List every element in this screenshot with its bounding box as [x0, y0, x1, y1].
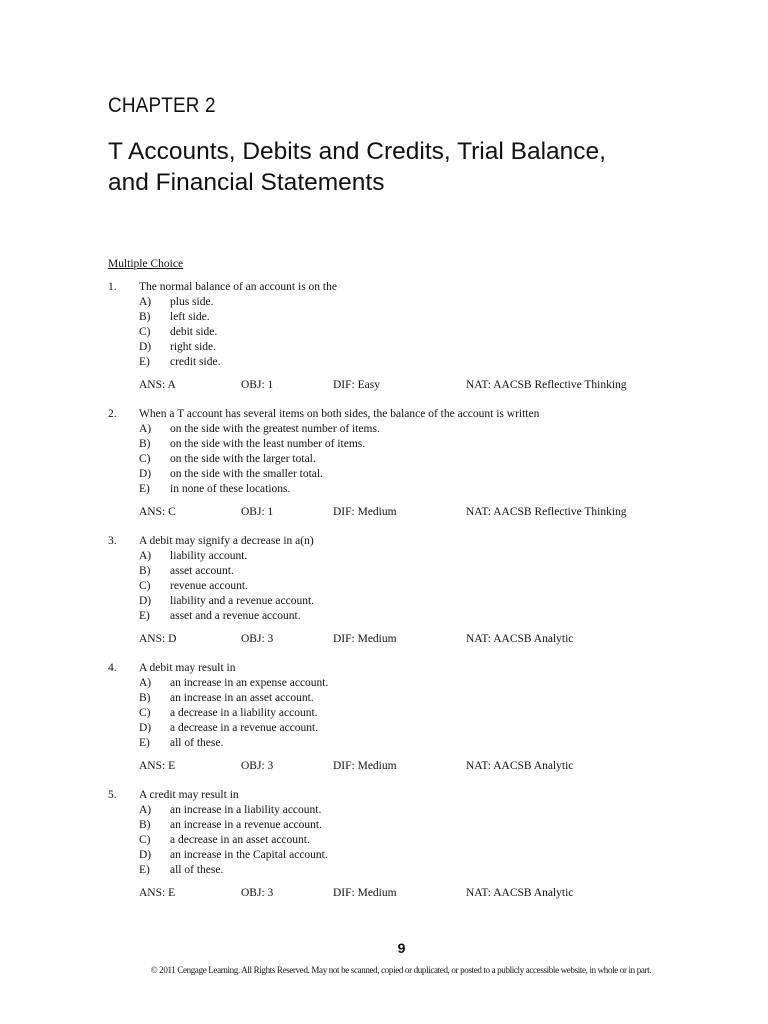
option-text: liability and a revenue account. — [170, 595, 315, 607]
option-text: all of these. — [170, 737, 224, 749]
option-e — [108, 482, 708, 497]
answer-metadata — [108, 505, 708, 520]
option-c — [108, 833, 708, 848]
question-number: 1. — [108, 281, 117, 293]
option-a — [108, 549, 708, 564]
option-letter: D) — [139, 849, 152, 861]
option-c — [108, 706, 708, 721]
option-e — [108, 863, 708, 878]
question-number: 5. — [108, 789, 117, 801]
copyright-notice: © 2011 Cengage Learning. All Rights Reserved. May not be scanned, copied or duplicated, or posted to a publicly accessible website, in whole or in part. — [150, 965, 652, 975]
question-text: A debit may signify a decrease in a(n) — [139, 535, 314, 547]
question-3 — [108, 534, 708, 647]
option-d — [108, 848, 708, 863]
option-text: on the side with the larger total. — [170, 453, 316, 465]
answer-metadata — [108, 759, 708, 774]
option-a — [108, 295, 708, 310]
national-standard: NAT: AACSB Reflective Thinking — [466, 379, 627, 391]
option-text: plus side. — [170, 296, 214, 308]
option-letter: B) — [139, 565, 151, 577]
option-letter: C) — [139, 707, 151, 719]
chapter-title — [108, 137, 728, 198]
option-e — [108, 736, 708, 751]
option-letter: E) — [139, 483, 150, 495]
question-text: When a T account has several items on both sides, the balance of the account is written — [139, 408, 540, 420]
option-letter: C) — [139, 580, 151, 592]
option-text: a decrease in a liability account. — [170, 707, 318, 719]
option-text: asset account. — [170, 565, 234, 577]
option-d — [108, 467, 708, 482]
objective: OBJ: 1 — [241, 379, 274, 391]
option-text: debit side. — [170, 326, 218, 338]
option-letter: A) — [139, 550, 152, 562]
national-standard: NAT: AACSB Analytic — [466, 887, 574, 899]
option-e — [108, 609, 708, 624]
option-letter: D) — [139, 341, 152, 353]
option-text: left side. — [170, 311, 210, 323]
option-text: an increase in an asset account. — [170, 692, 314, 704]
option-letter: A) — [139, 423, 152, 435]
question-stem — [108, 280, 708, 295]
option-letter: E) — [139, 356, 150, 368]
question-1 — [108, 280, 708, 393]
national-standard: NAT: AACSB Analytic — [466, 760, 574, 772]
option-letter: A) — [139, 677, 152, 689]
option-b — [108, 437, 708, 452]
option-b — [108, 564, 708, 579]
option-a — [108, 422, 708, 437]
answer-key: ANS: A — [139, 379, 176, 391]
option-text: on the side with the smaller total. — [170, 468, 323, 480]
option-letter: B) — [139, 311, 151, 323]
option-text: an increase in the Capital account. — [170, 849, 328, 861]
option-text: liability account. — [170, 550, 248, 562]
question-number: 4. — [108, 662, 117, 674]
answer-key: ANS: D — [139, 633, 177, 645]
option-letter: A) — [139, 804, 152, 816]
option-text: credit side. — [170, 356, 221, 368]
objective: OBJ: 3 — [241, 887, 274, 899]
option-text: an increase in a liability account. — [170, 804, 322, 816]
question-number: 2. — [108, 408, 117, 420]
option-text: revenue account. — [170, 580, 248, 592]
option-text: a decrease in a revenue account. — [170, 722, 319, 734]
question-stem — [108, 788, 708, 803]
option-text: all of these. — [170, 864, 224, 876]
option-letter: D) — [139, 722, 152, 734]
option-text: asset and a revenue account. — [170, 610, 301, 622]
option-letter: D) — [139, 595, 152, 607]
question-text: A credit may result in — [139, 789, 239, 801]
option-letter: A) — [139, 296, 152, 308]
option-text: a decrease in an asset account. — [170, 834, 310, 846]
option-a — [108, 676, 708, 691]
option-letter: E) — [139, 737, 150, 749]
difficulty: DIF: Medium — [333, 887, 397, 899]
option-letter: B) — [139, 438, 151, 450]
option-b — [108, 818, 708, 833]
section-heading: Multiple Choice — [108, 258, 184, 270]
option-c — [108, 579, 708, 594]
option-letter: C) — [139, 326, 151, 338]
answer-key: ANS: C — [139, 506, 176, 518]
option-d — [108, 594, 708, 609]
option-text: an increase in an expense account. — [170, 677, 329, 689]
page-number: 9 — [397, 940, 406, 956]
answer-metadata — [108, 886, 708, 901]
answer-metadata — [108, 632, 708, 647]
answer-key: ANS: E — [139, 887, 176, 899]
question-stem — [108, 407, 708, 422]
chapter-label: CHAPTER 2 — [108, 94, 216, 117]
option-d — [108, 721, 708, 736]
answer-key: ANS: E — [139, 760, 176, 772]
objective: OBJ: 3 — [241, 633, 274, 645]
option-c — [108, 325, 708, 340]
difficulty: DIF: Medium — [333, 760, 397, 772]
option-letter: C) — [139, 834, 151, 846]
option-text: on the side with the greatest number of items. — [170, 423, 380, 435]
objective: OBJ: 3 — [241, 760, 274, 772]
option-b — [108, 310, 708, 325]
national-standard: NAT: AACSB Reflective Thinking — [466, 506, 627, 518]
question-2 — [108, 407, 708, 520]
question-text: The normal balance of an account is on the — [139, 281, 337, 293]
question-number: 3. — [108, 535, 117, 547]
question-4 — [108, 661, 708, 774]
question-5 — [108, 788, 708, 901]
option-a — [108, 803, 708, 818]
difficulty: DIF: Medium — [333, 633, 397, 645]
option-b — [108, 691, 708, 706]
difficulty: DIF: Medium — [333, 506, 397, 518]
option-letter: E) — [139, 864, 150, 876]
option-text: right side. — [170, 341, 216, 353]
chapter-title-line-1: T Accounts, Debits and Credits, Trial Balance, — [108, 138, 606, 165]
option-d — [108, 340, 708, 355]
option-letter: B) — [139, 692, 151, 704]
option-letter: E) — [139, 610, 150, 622]
option-c — [108, 452, 708, 467]
option-text: an increase in a revenue account. — [170, 819, 322, 831]
national-standard: NAT: AACSB Analytic — [466, 633, 574, 645]
option-text: on the side with the least number of items. — [170, 438, 366, 450]
question-stem — [108, 534, 708, 549]
option-letter: D) — [139, 468, 152, 480]
option-text: in none of these locations. — [170, 483, 291, 495]
objective: OBJ: 1 — [241, 506, 274, 518]
question-text: A debit may result in — [139, 662, 236, 674]
question-stem — [108, 661, 708, 676]
option-letter: B) — [139, 819, 151, 831]
difficulty: DIF: Easy — [333, 379, 380, 391]
answer-metadata — [108, 378, 708, 393]
chapter-title-line-2: and Financial Statements — [108, 168, 385, 196]
option-letter: C) — [139, 453, 151, 465]
option-e — [108, 355, 708, 370]
